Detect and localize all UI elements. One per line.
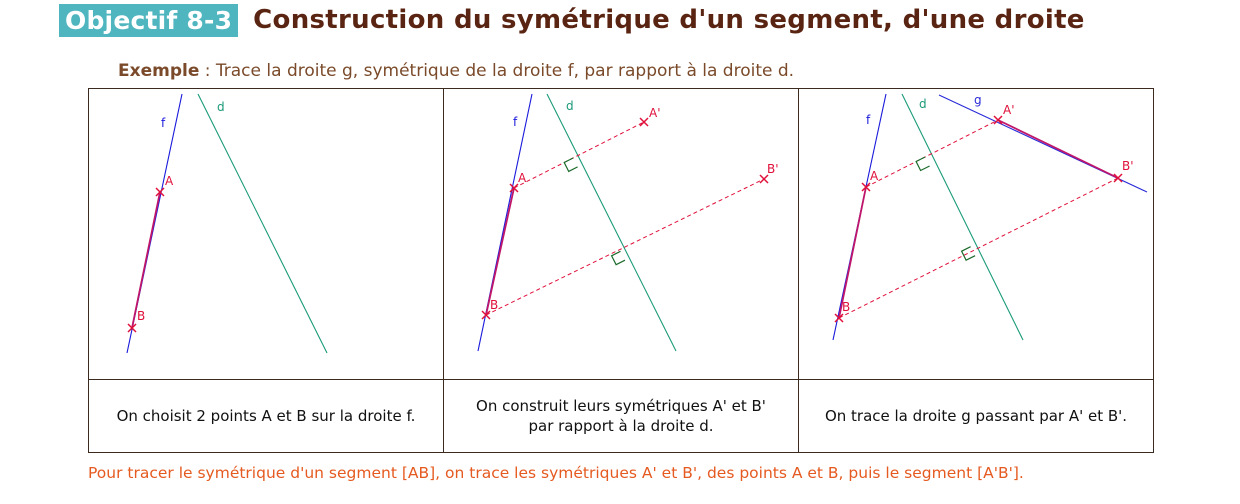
label-B: B [490, 298, 499, 312]
line-d [198, 94, 327, 353]
example-label: Exemple [118, 61, 200, 81]
label-Aprime: A' [649, 106, 661, 120]
example-text: : Trace la droite g, symétrique de la droite f, par rapport à la droite d. [199, 61, 795, 81]
point-Bprime-marker [1114, 174, 1122, 182]
label-d: d [217, 100, 225, 114]
segment-AprimeBprime [998, 120, 1118, 178]
label-d: d [566, 99, 574, 113]
label-g: g [974, 93, 982, 107]
captions-row [89, 380, 1154, 453]
construction-AA [514, 122, 644, 188]
page-title: Construction du symétrique d'un segment, d'une droite [253, 5, 1085, 35]
point-Aprime-marker [640, 118, 648, 126]
caption-3: On trace la droite g passant par A' et B'. [799, 380, 1154, 453]
segment-AB [132, 192, 160, 328]
construction-BB [486, 179, 764, 315]
label-B: B [137, 309, 146, 323]
label-B: B [842, 300, 851, 314]
label-A: A [870, 169, 879, 183]
segment-AB [839, 187, 866, 318]
right-angle-mark-A [916, 157, 930, 171]
footer-rule: Pour tracer le symétrique d'un segment [AB], on trace les symétriques A' et B', des points A et B, puis le segment [A'B']. [88, 464, 1024, 482]
line-d [902, 94, 1023, 340]
right-angle-mark-B [612, 251, 625, 264]
caption-1: On choisit 2 points A et B sur la droite f. [89, 380, 444, 453]
point-Bprime-marker [760, 175, 768, 183]
label-Bprime: B' [767, 162, 779, 176]
figure-3-cell [799, 89, 1154, 380]
figures-row [89, 89, 1154, 380]
label-d: d [919, 97, 927, 111]
segment-AB [486, 188, 514, 315]
line-d [547, 94, 676, 351]
label-A: A [518, 171, 527, 185]
header [59, 3, 1085, 37]
objective-badge: Objectif 8-3 [59, 4, 238, 37]
steps-table [88, 88, 1154, 453]
figure-2-cell [444, 89, 799, 380]
figure-2 [444, 89, 798, 379]
label-f: f [866, 113, 871, 127]
label-Bprime: B' [1122, 159, 1134, 173]
figure-1 [89, 89, 443, 379]
right-angle-mark-B [962, 247, 976, 261]
figure-3 [799, 89, 1153, 379]
construction-BB [839, 178, 1118, 318]
figure-1-cell [89, 89, 444, 380]
caption-2: On construit leurs symétriques A' et B' par rapport à la droite d. [444, 380, 799, 453]
construction-AA [866, 120, 998, 187]
label-Aprime: A' [1003, 103, 1015, 117]
right-angle-mark-A [564, 158, 577, 171]
label-A: A [165, 174, 174, 188]
label-f: f [513, 115, 518, 129]
example-line [118, 61, 794, 81]
label-f: f [161, 116, 166, 130]
